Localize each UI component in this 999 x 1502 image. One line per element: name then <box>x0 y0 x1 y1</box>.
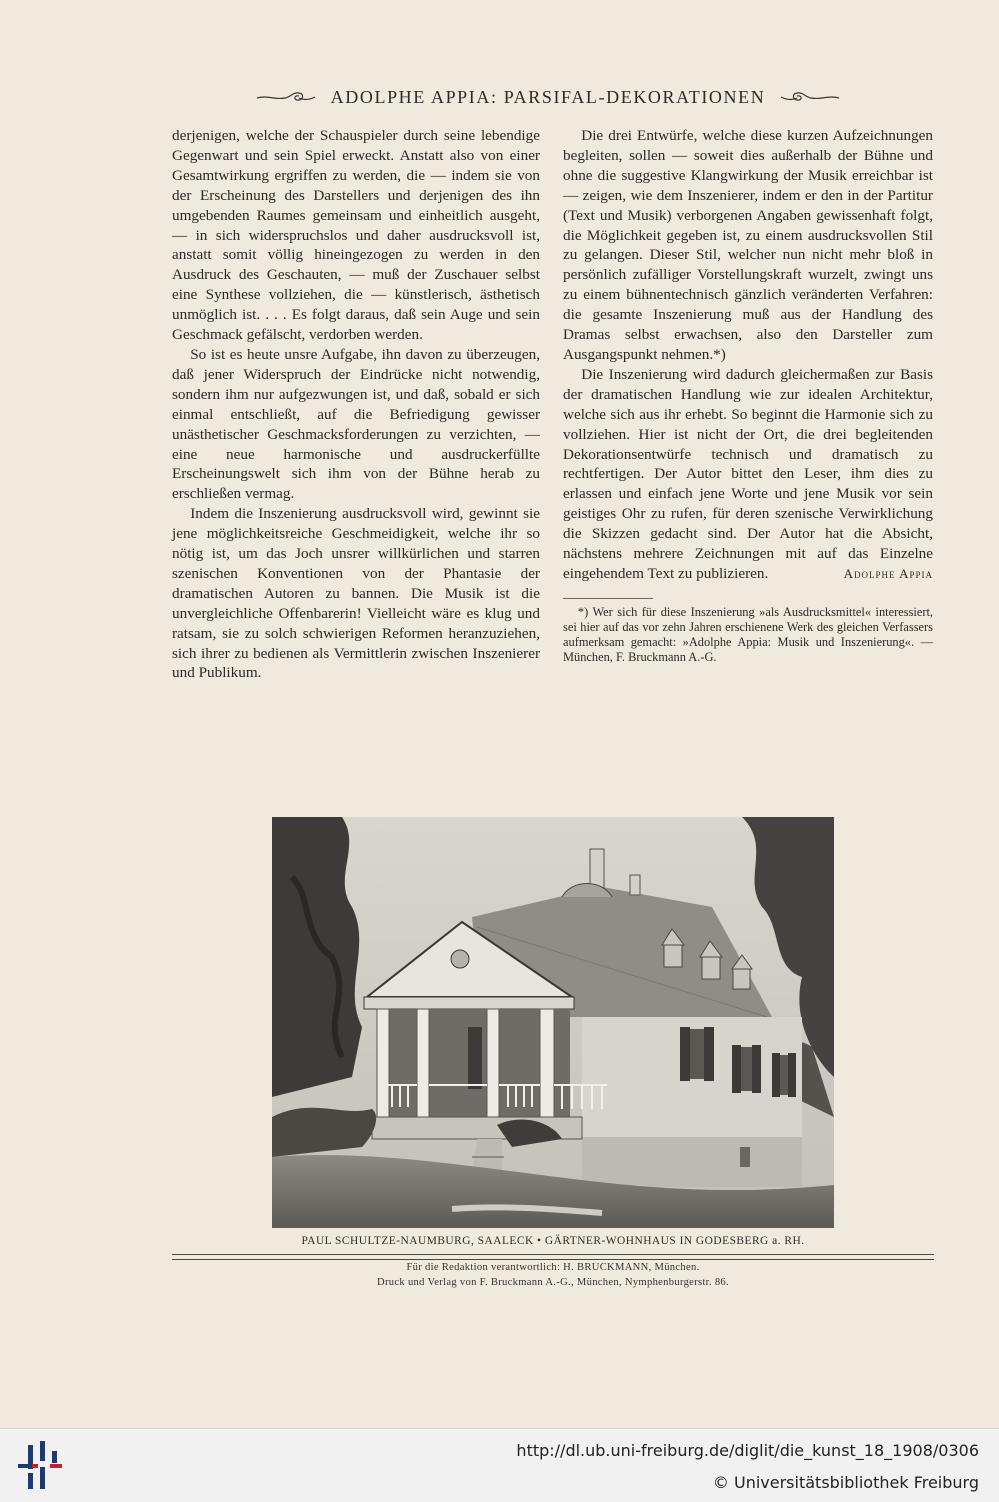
paragraph-last <box>563 365 933 584</box>
house-illustration <box>272 817 834 1228</box>
library-logo-icon <box>18 1441 64 1491</box>
paragraph: Die drei Entwürfe, welche diese kurzen Aufzeichnungen begleiten, sollen — soweit dies außerhalb der Bühne und ohne die suggestive Klangwirkung der Musik erreichbar ist — zeigen, wie dem Inszenierer, indem er den in der Partitur (Text und Musik) verborgenen Angaben gewissenhaft folgt, die Möglichkeit gegeben ist, zu einem ausdrucksvollen Stil zu gelangen. Dieser Stil, welcher nun nicht mehr bloß in persönlich zufälliger Vorstellungskraft wurzelt, zwingt uns zu einem bühnentechnisch gänzlich veränderten Verfahren: die gesamte Inszenierung muß aus der Handlung des Dramas selbst erwachsen, also den Darsteller zum Ausgangspunkt nehmen.*) <box>563 127 933 363</box>
house-photograph <box>272 817 834 1228</box>
paragraph: So ist es heute unsre Aufgabe, ihn davon zu überzeugen, daß jener Widerspruch der Eindrücke nicht notwendig, sondern ihm nur aufgezwungen ist, und daß, sobald er sich einmal entschließt, auf die Befriedigung gewisser unästhetischer Geschmacksforderungen zu verzichten, — eine neue harmonische und ausdruckerfüllte Erscheinungswelt sich ihm von der Bühne herab zu erschließen vermag. <box>172 345 540 503</box>
viewer-footer-bar <box>0 1428 999 1502</box>
running-header <box>228 84 868 110</box>
paragraph-text: Die Inszenierung wird dadurch gleichermaßen zur Basis der dramatischen Handlung wie zur idealen Architektur, welche sich aus ihr erhebt. So beginnt die Harmonie sich zu vollziehen. Hier ist nicht der Ort, die drei begleitenden Dekorationsentwürfe technisch und dramatisch zu rechtfertigen. Der Autor bittet den Leser, ihm dies zu erlassen und einfach jene Worte und jene Musik vor sein geistiges Ohr zu rufen, für deren szenische Verwirklichung die Skizzen gedacht sind. Der Autor hat die Absicht, nächstens mehrere Zeichnungen mit auf das Einzelne eingehendem Text zu publizieren. <box>563 365 933 582</box>
copyright-notice: © Universitätsbibliothek Freiburg <box>712 1473 979 1492</box>
paragraph: derjenigen, welche der Schauspieler durch seine lebendige Gegenwart und sein Spiel erweckt. Anstatt also von einer Gesamtwirkung ergriffen zu werden, die — indem sie von der Erscheinung des Darstellers und derjenigen des ihn umgebenden Raumes gemeinsam und einheitlich ausgeht, — in sich widerspruchslos und daher ausdrucksvoll ist, anstatt somit völlig hineingezogen zu werden in den Ausdruck des Geschauten, — muß der Zuschauer selbst eine Synthese vollziehen, die — künstlerisch, ästhetisch unmöglich ist. . . . Es folgt daraus, daß sein Auge und sein Geschmack gefälscht, verdorben werden. <box>172 127 540 344</box>
photo-caption: PAUL SCHULTZE-NAUMBURG, SAALECK • GÄRTNER-WOHNHAUS IN GODESBERG a. RH. <box>301 1235 805 1247</box>
paragraph: Indem die Inszenierung ausdrucksvoll wird, gewinnt sie jene möglichkeitsreiche Geschmeidigkeit, welche ihr so nötig ist, um das Joch unsrer willkürlichen und starren szenischen Konventionen von der Phantasie der dramatischen Autoren zu bannen. Die Musik ist die unvergleichliche Offenbarerin! Vielleicht wäre es klug und ratsam, sie zu solch schwierigen Reformen heranzuziehen, sich ihrer zu bedienen als Vermittlerin zwischen Inszenierer und Publikum. <box>172 505 540 682</box>
ornament-left-icon <box>255 89 317 105</box>
ornament-right-icon <box>779 89 841 105</box>
left-column <box>172 126 540 683</box>
page-title: ADOLPHE APPIA: PARSIFAL-DEKORATIONEN <box>330 86 766 107</box>
permalink-url[interactable]: http://dl.ub.uni-freiburg.de/diglit/die_kunst_18_1908/0306 <box>516 1441 979 1460</box>
author-signature: Adolphe Appia <box>843 565 933 581</box>
footnote-divider <box>563 598 653 599</box>
imprint-publisher: Druck und Verlag von F. Bruckmann A.-G., München, Nymphenburgerstr. 86. <box>377 1277 729 1288</box>
footer-divider <box>172 1254 934 1260</box>
right-column <box>563 126 933 666</box>
footnote: *) Wer sich für diese Inszenierung »als Ausdrucksmittel« interessiert, sei hier auf das vor zehn Jahren erschienene Werk des gleichen Verfassers aufmerksam gemacht: »Adolphe Appia: Musik und Inszenierung«. — München, F. Bruckmann A.-G. <box>563 604 933 665</box>
imprint-editor: Für die Redaktion verantwortlich: H. BRUCKMANN, München. <box>406 1262 700 1273</box>
